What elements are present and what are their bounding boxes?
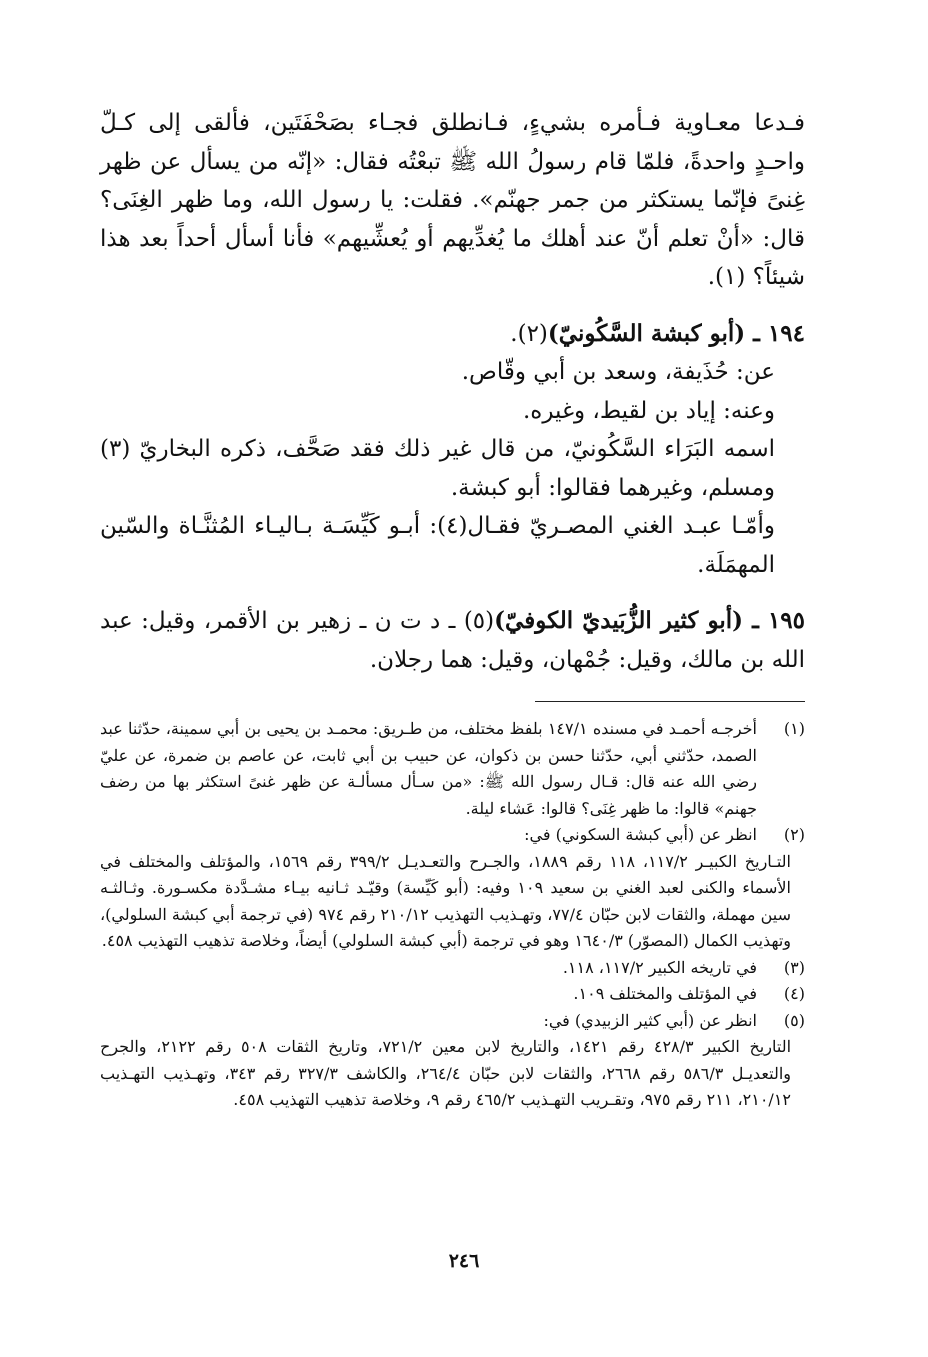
footnote-number: (٤) xyxy=(783,984,805,1003)
entry-195-details: ـ د ت ن ـ زهير بن الأقمر، وقيل: عبد الله بن مالك، وقيل: جُمْهان، وقيل: هما رجلان. xyxy=(100,608,805,673)
book-page xyxy=(100,104,805,1114)
entry-194-title: ١٩٤ ـ (أبو كبشة السَّكُونيّ) xyxy=(547,319,805,347)
page-number: ٢٤٦ xyxy=(448,1250,480,1272)
footnote xyxy=(100,981,805,1008)
footnote-text: أخرجـه أحمـد في مسنده ١٤٧/١ بلفظ مختلف، من طـريق: محمـد بن يحيى بن أبي سمينة، حدّثنا عبد الصمد، حدّثني أبي، حدّثنا حسن بن ذكوان، عن حبيب بن أبي ثابت، عن عاصم بن ضمرة، عن عليّ رضي الله عنه قال: قـال رسول الله ﷺ: «من سـأل مسألـة عن ظهر غنىً استكثر بها من رضف جهنم» قالوا: ما ظهر غِنَى؟ قالوا: عَشاء ليلة. xyxy=(100,719,757,818)
entry-195-title: ١٩٥ ـ (أبو كثير الزُّبَيديّ الكوفيّ) xyxy=(494,607,805,634)
footnote xyxy=(100,822,805,849)
footnote-text: في تاريخه الكبير ١١٧/٢، ١١٨. xyxy=(562,957,757,977)
entry-194-abdulghani-note: وأمّـا عبـد الغني المصـريّ فقـال(٤): أبـو كَيِّسَـة بـاليـاء المُثنَّـاة والسّين المهمَلَة. xyxy=(100,513,775,578)
main-text xyxy=(100,104,805,679)
entry-194-name-note: اسمه البَرَاء السَّكُونيّ، من قال غير ذلك فقد صَحَّف، ذكره البخاريّ (٣) ومسلم، وغيرهما فقالوا: أبو كبشة. xyxy=(100,436,775,501)
footnote-number: (٢) xyxy=(783,825,805,844)
footnote xyxy=(100,716,805,822)
entry-195-paragraph xyxy=(100,602,805,679)
footnote-divider xyxy=(535,701,805,702)
entry-194-narrated-from: عن: حُذَيفة، وسعد بن أبي وقّاص. xyxy=(461,359,775,385)
footnote-ref-5: (٥) xyxy=(463,608,495,634)
footnote-continuation: التاريخ الكبير ٤٢٨/٣ رقم ١٤٢١، والتاريخ لابن معين ٧٢١/٢، وتاريخ الثقات ٥٠٨ رقم ٢١٢٢، والجرح والتعديـل ٥٨٦/٣ رقم ٢٦٦٨، والثقات لابن حبّان ٢٦٤/٤، والكاشف ٣٢٧/٣ رقم ٣٤٣، وتهـذيب التهـذيب ٢١٠/١٢، ٢١١ رقم ٩٧٥، وتقـريب التهـذيب ٤٦٥/٢ رقم ٩، وخلاصة تذهيب التهذيب ٤٥٨. xyxy=(100,1037,792,1109)
entry-194-heading xyxy=(100,315,805,354)
footnote-number: (٣) xyxy=(783,957,805,977)
footnote-number: (١) xyxy=(783,719,805,738)
footnote-text: انظر عن (أبي كثير الزبيدي) في: xyxy=(543,1010,757,1030)
footnote xyxy=(100,955,805,982)
footnote-continuation: التـاريخ الكبيـر ١١٧/٢، ١١٨ رقم ١٨٨٩، والجـرح والتعـديـل ٣٩٩/٢ رقم ١٥٦٩، والمؤتلف والمختلف في الأسماء والكنى لعبد الغني بن سعيد ١٠٩ وفيه: (أبو كَيِّسة) وقيّـد ثـانيه بيـاء مشـدَّدة مكسـورة. وثـالثـه سين مهملة، والثقات لابن حبّان ٧٧/٤، وتهـذيب التهذيب ٢١٠/١٢ رقم ٩٧٤ (في ترجمة أبي كبشة السلولي)، وتهذيب الكمال (المصوّر) ١٦٤٠/٣ وهو في ترجمة (أبي كبشة السلولي) أيضاً، وخلاصة تذهيب التهذيب ٤٥٨. xyxy=(100,851,792,950)
footnote-text: في المؤتلف والمختلف ١٠٩. xyxy=(573,984,757,1003)
footnotes xyxy=(100,716,805,1114)
footnote xyxy=(100,1008,805,1035)
footnote-ref-2: (٢). xyxy=(510,320,548,347)
entry-194-narrators: وعنه: إياد بن لقيط، وغيره. xyxy=(522,397,775,424)
footnote-text: انظر عن (أبي كبشة السكوني) في: xyxy=(524,825,757,844)
intro-paragraph: فـدعا معـاوية فـأمره بشيءٍ، فـانطلق فجـاء بصَحْفَتَين، فألقى إلى كـلّ واحـدٍ واحدةً، فلمّا قام رسولُ الله ﷺ تبعْتُه فقال: «إنّه من يسأل عن ظهر غِنىً فإنّما يستكثر من جمر جهنّم». فقلت: يا رسول الله، وما ظهر الغِنَى؟ قال: «أنْ تعلم أنّ عند أهلك ما يُغدِّيهم أو يُعشِّيهم» فأنا أسأل أحداً بعد هذا شيئاً؟ (١). xyxy=(100,110,805,290)
footnote-number: (٥) xyxy=(783,1010,805,1030)
